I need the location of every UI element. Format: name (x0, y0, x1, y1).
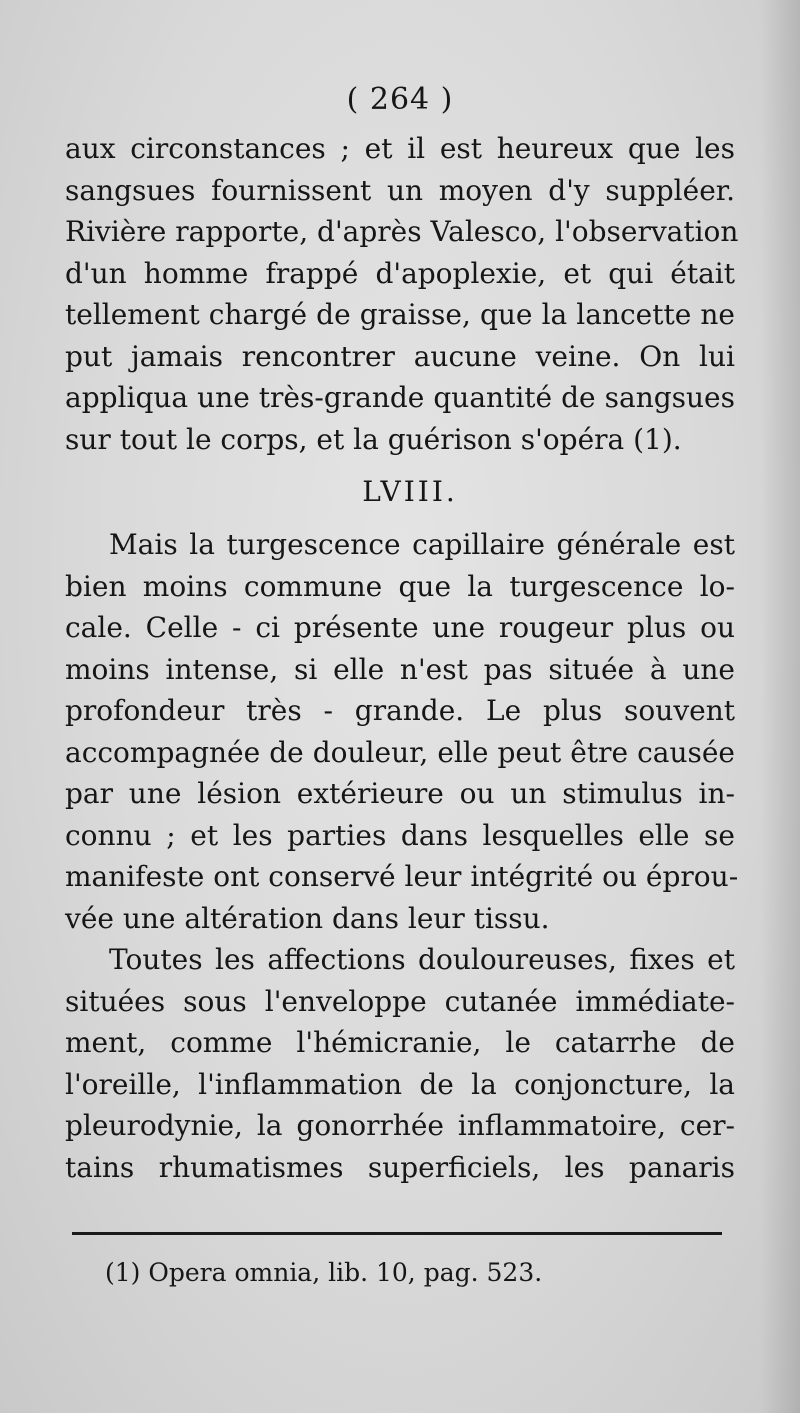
text-line: manifeste ont conservé leur intégrité ou éprou- (65, 860, 739, 893)
text-line: pleurodynie, la gonorrhée inflammatoire, cer- (65, 1109, 735, 1142)
paragraph-3 (65, 939, 735, 1188)
text-line: profondeur très - grande. Le plus souvent (65, 694, 735, 727)
text-line: sangsues fournissent un moyen d'y suppléer. (65, 173, 735, 207)
text-line: tellement chargé de graisse, que la lancette ne (65, 298, 735, 331)
text-line: vée une altération dans leur tissu. (65, 901, 550, 935)
text-line: appliqua une très-grande quantité de sangsues (65, 381, 735, 414)
paragraph-2 (65, 524, 739, 939)
text-line: moins intense, si elle n'est pas située à une (65, 652, 735, 686)
body-text (65, 128, 739, 1188)
text-line: aux circonstances ; et il est heureux que les (65, 132, 735, 165)
text-line: d'un homme frappé d'apoplexie, et qui était (65, 256, 735, 290)
text-line: Mais la turgescence capillaire générale est (109, 528, 735, 561)
text-line: Rivière rapporte, d'après Valesco, l'observation (65, 215, 739, 248)
text-line: sur tout le corps, et la guérison s'opéra (1). (65, 422, 682, 456)
page-number: ( 264 ) (346, 82, 454, 117)
text-line: l'oreille, l'inflammation de la conjoncture, la (65, 1067, 735, 1101)
text-line: cale. Celle - ci présente une rougeur plus ou (65, 611, 735, 644)
footnote: (1) Opera omnia, lib. 10, pag. 523. (105, 1258, 543, 1287)
text-line: ment, comme l'hémicranie, le catarrhe de (65, 1026, 735, 1059)
text-line: Toutes les affections douloureuses, fixes et (109, 943, 735, 976)
text-line: bien moins commune que la turgescence lo- (65, 569, 735, 603)
paragraph-1 (65, 128, 739, 460)
text-line: par une lésion extérieure ou un stimulus in- (65, 777, 735, 810)
section-heading: LVIII. (362, 475, 458, 508)
text-line: put jamais rencontrer aucune veine. On lui (65, 339, 735, 373)
text-line: situées sous l'enveloppe cutanée immédiate- (65, 984, 735, 1018)
page-edge-shadow (760, 0, 800, 1413)
text-line: connu ; et les parties dans lesquelles elle se (65, 818, 735, 852)
footnote-rule (72, 1232, 722, 1235)
text-line: accompagnée de douleur, elle peut être causée (65, 735, 735, 769)
text-line: tains rhumatismes superficiels, les panaris (65, 1150, 735, 1184)
